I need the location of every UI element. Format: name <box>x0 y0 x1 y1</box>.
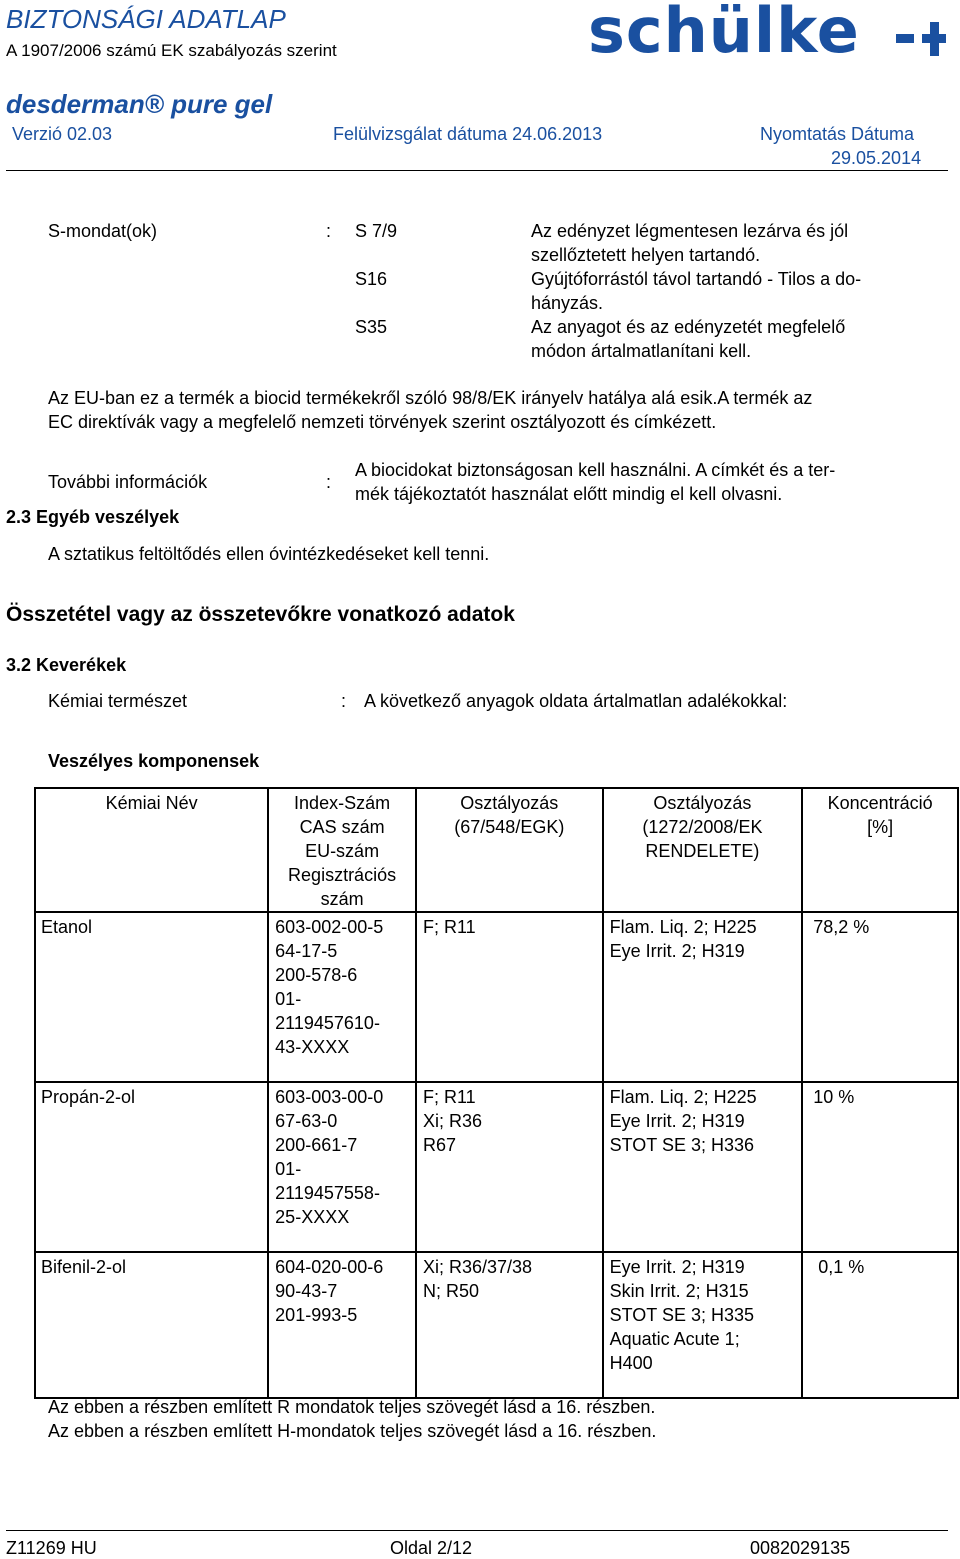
cell-text: Aquatic Acute 1; <box>609 1329 740 1349</box>
cell-class-1272 <box>603 912 803 1082</box>
table-row <box>35 1082 958 1252</box>
chem-nature-colon: : <box>341 691 347 711</box>
cell-text: Eye Irrit. 2; H319 <box>609 941 745 961</box>
s-text: Az edényzet légmentesen lezárva és jól <box>531 221 849 241</box>
header-text: (1272/2008/EK <box>642 817 763 837</box>
cell-text: 604-020-00-6 <box>275 1257 384 1277</box>
cell-ids <box>268 912 416 1082</box>
cell-concentration <box>802 1082 958 1252</box>
header-chemical-name <box>35 788 268 912</box>
header-text: Regisztrációs <box>288 865 397 885</box>
header-class-1272 <box>603 788 803 912</box>
footer-divider <box>6 1530 948 1531</box>
footer-code: 0082029135 <box>750 1538 851 1558</box>
cell-text: 2119457610- <box>275 1013 380 1033</box>
cell-text: 0,1 % <box>818 1257 865 1277</box>
table-row <box>35 1252 958 1398</box>
version: Verzió 02.03 <box>12 124 113 144</box>
cell-text: 10 % <box>813 1087 855 1107</box>
cell-text: Bifenil-2-ol <box>41 1257 127 1277</box>
eu-text-line: EC direktívák vagy a megfelelő nemzeti törvények szerint osztályozott és címkézett. <box>48 412 717 432</box>
cell-ids <box>268 1082 416 1252</box>
cell-text: Flam. Liq. 2; H225 <box>609 917 757 937</box>
header-text: RENDELETE) <box>645 841 760 861</box>
cell-text: Eye Irrit. 2; H319 <box>609 1257 745 1277</box>
note-r-phrases: Az ebben a részben említett R mondatok teljes szövegét lásd a 16. részben. <box>48 1397 656 1417</box>
revision-date: Felülvizsgálat dátuma 24.06.2013 <box>333 124 603 144</box>
cell-chemical-name <box>35 912 268 1082</box>
chem-nature-value: A következő anyagok oldata ártalmatlan adalékokkal: <box>364 691 788 711</box>
header-concentration <box>802 788 958 912</box>
header-text: EU-szám <box>305 841 380 861</box>
cell-text: 200-578-6 <box>275 965 358 985</box>
components-heading: Veszélyes komponensek <box>48 751 260 771</box>
footer-doc-id: Z11269 HU <box>6 1538 97 1558</box>
table-header-row <box>35 788 958 912</box>
cell-text: R67 <box>422 1135 457 1155</box>
cell-text: F; R11 <box>422 917 476 937</box>
header-text: szám <box>320 889 364 909</box>
cell-class-67 <box>416 912 603 1082</box>
section-3-2-heading: 3.2 Keverékek <box>6 655 127 675</box>
cell-text: 67-63-0 <box>275 1111 338 1131</box>
header-text: [%] <box>867 817 894 837</box>
cell-text: 603-003-00-0 <box>275 1087 384 1107</box>
s-text: szellőztetett helyen tartandó. <box>531 245 761 265</box>
further-info-text: mék tájékoztatót használat előtt mindig el kell olvasni. <box>355 484 783 504</box>
cell-text: STOT SE 3; H336 <box>609 1135 755 1155</box>
eu-text-line: Az EU-ban ez a termék a biocid termékekről szóló 98/8/EK irányelv hatálya alá esik.A termék az <box>48 388 813 408</box>
product-name: desderman® pure gel <box>6 89 273 119</box>
s-text: hányzás. <box>531 293 604 313</box>
hazardous-components-table <box>34 787 959 1399</box>
cell-class-1272 <box>603 1252 803 1398</box>
header-text: Kémiai Név <box>105 793 198 813</box>
cell-text: Xi; R36/37/38 <box>422 1257 533 1277</box>
s-phrases-label: S-mondat(ok) <box>48 221 158 241</box>
s-code: S35 <box>355 317 388 337</box>
cell-text: 200-661-7 <box>275 1135 358 1155</box>
cell-text: 2119457558- <box>275 1183 380 1203</box>
cell-text: 603-002-00-5 <box>275 917 384 937</box>
cell-chemical-name <box>35 1082 268 1252</box>
cell-text: 01- <box>275 989 302 1009</box>
cell-class-1272 <box>603 1082 803 1252</box>
cell-concentration <box>802 912 958 1082</box>
logo-text: schülke <box>588 0 860 67</box>
schulke-logo <box>588 0 860 67</box>
section-2-3-heading: 2.3 Egyéb veszélyek <box>6 507 180 527</box>
cell-text: Flam. Liq. 2; H225 <box>609 1087 757 1107</box>
header-ids <box>268 788 416 912</box>
chem-nature-label: Kémiai természet <box>48 691 188 711</box>
table-row <box>35 912 958 1082</box>
cell-text: 201-993-5 <box>275 1305 358 1325</box>
section-3-heading: Összetétel vagy az összetevőkre vonatkozó adatok <box>6 603 515 626</box>
cell-text: 64-17-5 <box>275 941 338 961</box>
cell-ids <box>268 1252 416 1398</box>
header-text: Osztályozás <box>653 793 752 813</box>
cell-class-67 <box>416 1252 603 1398</box>
cell-chemical-name <box>35 1252 268 1398</box>
s-code: S16 <box>355 269 388 289</box>
cell-text: Eye Irrit. 2; H319 <box>609 1111 745 1131</box>
cell-text: 01- <box>275 1159 302 1179</box>
cell-text: Etanol <box>41 917 93 937</box>
cell-text: STOT SE 3; H335 <box>609 1305 755 1325</box>
cell-text: F; R11 <box>422 1087 476 1107</box>
cell-concentration <box>802 1252 958 1398</box>
cell-text: 78,2 % <box>813 917 870 937</box>
further-info-colon: : <box>326 472 332 492</box>
footer-page-number: Oldal 2/12 <box>390 1538 473 1558</box>
print-date: 29.05.2014 <box>831 148 922 168</box>
cell-text: Xi; R36 <box>422 1111 483 1131</box>
cell-class-67 <box>416 1082 603 1252</box>
header-text: CAS szám <box>299 817 385 837</box>
s-text: Az anyagot és az edényzetét megfelelő <box>531 317 846 337</box>
header-text: (67/548/EGK) <box>454 817 565 837</box>
s-code: S 7/9 <box>355 221 398 241</box>
cell-text: 25-XXXX <box>275 1207 350 1227</box>
document-title: BIZTONSÁGI ADATLAP <box>6 4 286 34</box>
cell-text: Propán-2-ol <box>41 1087 136 1107</box>
header-class-67 <box>416 788 603 912</box>
cell-text: Skin Irrit. 2; H315 <box>609 1281 749 1301</box>
header-text: Index-Szám <box>294 793 391 813</box>
cell-text: N; R50 <box>422 1281 480 1301</box>
logo-mark-icon <box>896 18 948 58</box>
further-info-label: További információk <box>48 472 208 492</box>
print-date-label: Nyomtatás Dátuma <box>760 124 915 144</box>
further-info-text: A biocidokat biztonságosan kell használni. A címkét és a ter- <box>355 460 836 480</box>
document-subtitle: A 1907/2006 számú EK szabályozás szerint <box>6 41 337 60</box>
cell-text: 90-43-7 <box>275 1281 338 1301</box>
s-phrases-colon: : <box>326 221 332 241</box>
header-text: Osztályozás <box>460 793 559 813</box>
section-2-3-text: A sztatikus feltöltődés ellen óvintézkedéseket kell tenni. <box>48 544 490 564</box>
header-text: Koncentráció <box>827 793 933 813</box>
header-divider <box>6 170 948 171</box>
note-h-phrases: Az ebben a részben említett H-mondatok teljes szövegét lásd a 16. részben. <box>48 1421 657 1441</box>
s-text: módon ártalmatlanítani kell. <box>531 341 752 361</box>
cell-text: H400 <box>609 1353 653 1373</box>
cell-text: 43-XXXX <box>275 1037 350 1057</box>
s-text: Gyújtóforrástól távol tartandó - Tilos a do- <box>531 269 862 289</box>
